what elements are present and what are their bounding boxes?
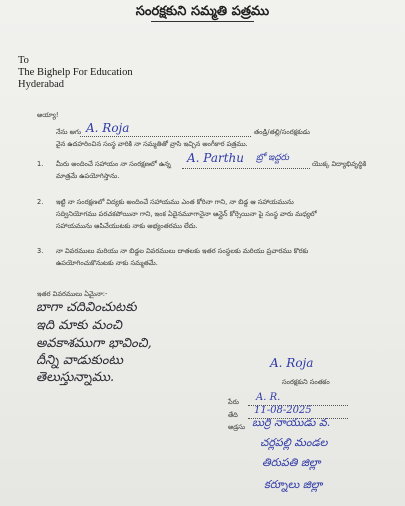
signature-label: సంరక్షకుని సంతకం bbox=[282, 378, 330, 386]
recipient-city: Hyderabad bbox=[18, 79, 65, 90]
item-1-line1-suffix: యొక్క విద్యాభివృద్ధికి bbox=[312, 160, 367, 168]
address-line-3: తిరుపతి జిల్లా bbox=[262, 456, 321, 469]
item-2-line3: సహాయమును ఆపివేయుటకు నాకు అభ్యంతరము లేదు. bbox=[56, 222, 198, 230]
address-label: అడ్రసు bbox=[228, 423, 246, 431]
intro-suffix: తండ్రి/తల్లి/సంరక్షకుడు bbox=[254, 128, 310, 136]
title-underline bbox=[151, 21, 254, 22]
address-line-2: చర్లపల్లి మండల bbox=[260, 436, 328, 449]
handwritten-note-line-4: దీన్ని వాడుకుంటు bbox=[36, 353, 124, 368]
salutation: అయ్యా! bbox=[37, 111, 59, 119]
item-2-line1: ఇట్టి నా సంరక్షణలో విద్యకు అందించే సహాయము ఎంత కోరినా గాని, నా బిడ్డ ఆ సహాయమును bbox=[56, 198, 294, 206]
item-3-line2: ఉపయోగించుకొనుటకు నాకు సమ్మతమే. bbox=[56, 259, 158, 267]
other-details-label: ఇతర వివరములు ఏమైనా:- bbox=[37, 290, 108, 298]
item-1-number: 1. bbox=[37, 160, 44, 168]
handwritten-note-line-3: అవకాశముగా భావించి, bbox=[36, 336, 152, 351]
handwritten-note-line-5: తెలుస్తున్నాము. bbox=[36, 370, 115, 385]
item-2-line2: సద్వినియోగము పరచకపోయినా గాని, ఇంక ఏదైనమూగానైనా ఆన్లైన్ కోర్సెయినా పై సంస్థ వారు మధ్యలో bbox=[56, 210, 317, 218]
recipient-org: The Bighelp For Education bbox=[18, 67, 133, 78]
item-3-line1: నా వివరములు మరియు నా బిడ్డల వివరములు దాతలకు ఇతర సంస్థలకు మరియు ప్రచారము కొరకు bbox=[56, 247, 309, 255]
address-line-4: కర్నూలు జిల్లా bbox=[264, 478, 323, 491]
child-name-hand-2: బ్రో ఇద్దరు bbox=[256, 153, 290, 163]
handwritten-note-line-2: ఇది మాకు మంచి bbox=[36, 318, 123, 333]
guardian-signature: A. Roja bbox=[270, 356, 314, 370]
recipient-to: To bbox=[18, 55, 29, 66]
item-1-line2: మాత్రమే ఉపయోగిస్తాను. bbox=[56, 172, 120, 180]
item-3-number: 3. bbox=[37, 247, 44, 255]
handwritten-note-line-1: బాగా చదివించుటకు bbox=[36, 300, 137, 315]
guardian-name-line bbox=[80, 136, 251, 137]
child-name-line bbox=[182, 168, 310, 169]
date-value: 11-08-2025 bbox=[254, 405, 312, 416]
child-name: A. Parthu bbox=[187, 151, 244, 165]
name-value: A. R. bbox=[256, 392, 281, 403]
item-1-line1-prefix: మీరు అందించే సహాయం నా సంరక్షణలో ఉన్న bbox=[56, 160, 171, 168]
item-2-number: 2. bbox=[37, 198, 44, 206]
date-label: తేది bbox=[228, 411, 238, 419]
intro-line2: వైన ఉదహరించిన సంస్థ వారికి నా సమ్మతితో వ్రాసి ఇచ్చిన అంగీకార పత్రము. bbox=[56, 140, 248, 148]
intro-prefix: నేను అగు bbox=[56, 128, 82, 136]
guardian-name: A. Roja bbox=[86, 121, 130, 135]
address-line-1: బుర్రి నాయుడు వ. bbox=[252, 416, 331, 429]
name-label: పేరు bbox=[228, 398, 239, 406]
document-title: సంరక్షకుని సమ్మతి పత్రము bbox=[135, 4, 270, 19]
